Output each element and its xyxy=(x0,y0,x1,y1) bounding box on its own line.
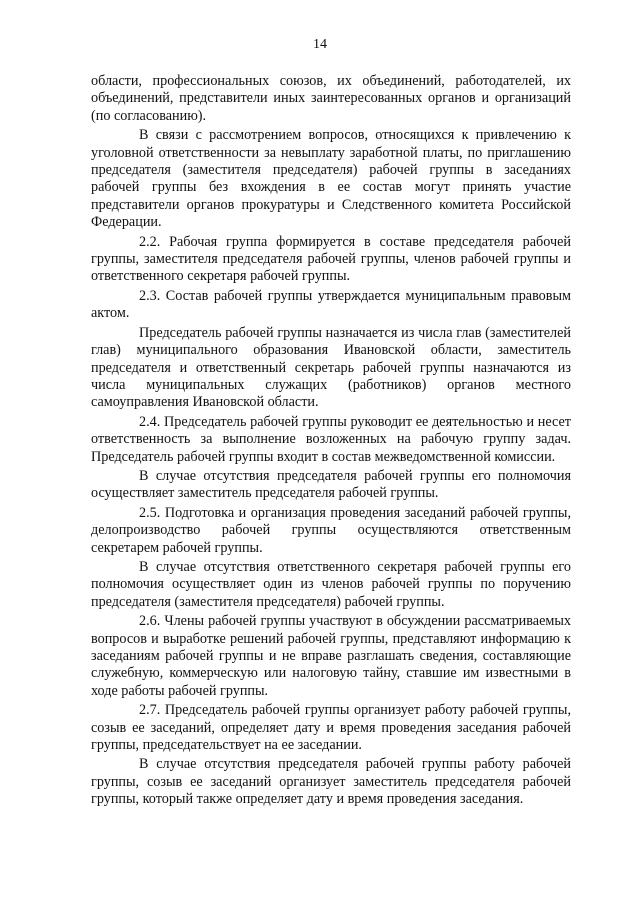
paragraph-deputy-organizes: В случае отсутствия председателя рабочей группы работу рабочей группы, созыв ее заседаний организует заместитель председателя рабочей группы, который также определяет дату и время проведения заседания. xyxy=(91,756,571,808)
page-number: 14 xyxy=(313,37,327,52)
paragraph-2-4-chair-duties: 2.4. Председатель рабочей группы руководит ее деятельностью и несет ответственность за выполнение возложенных на рабочую группу задач. Председатель рабочей группы входит в состав межведомственной комиссии. xyxy=(91,413,571,465)
paragraph-2-2-composition: 2.2. Рабочая группа формируется в составе председателя рабочей группы, заместителя председателя рабочей группы, членов рабочей группы и ответственного секретаря рабочей группы. xyxy=(91,233,571,285)
paragraph-2-7-chair-organizes: 2.7. Председатель рабочей группы организует работу рабочей группы, созыв ее заседаний, определяет дату и время проведения заседания рабочей группы, председательствует на ее заседании. xyxy=(91,702,571,754)
paragraph-chair-absence: В случае отсутствия председателя рабочей группы его полномочия осуществляет заместитель председателя рабочей группы. xyxy=(91,467,571,502)
paragraph-continuation: области, профессиональных союзов, их объединений, работодателей, их объединений, представители иных заинтересованных органов и организаций (по согласованию). xyxy=(91,73,571,124)
paragraph-chair-appointment: Председатель рабочей группы назначается из числа глав (заместителей глав) муниципального образования Ивановской области, заместитель председателя и ответственный секретарь рабочей группы назначаются из числа муниципальных служащих (работников) органов местного самоуправления Ивановской области. xyxy=(91,324,571,411)
paragraph-prosecutors-participation: В связи с рассмотрением вопросов, относящихся к привлечению к уголовной ответственности за невыплату заработной платы, по приглашению председателя (заместителя председателя) рабочей группы в заседаниях рабочей группы без вхождения в ее состав могут принять участие представители органов прокуратуры и Следственного комитета Российской Федерации. xyxy=(91,127,571,231)
paragraph-2-5-secretary: 2.5. Подготовка и организация проведения заседаний рабочей группы, делопроизводство рабочей группы осуществляются ответственным секретарем рабочей группы. xyxy=(91,504,571,556)
paragraph-2-3-approval: 2.3. Состав рабочей группы утверждается муниципальным правовым актом. xyxy=(91,287,571,322)
document-body xyxy=(91,73,571,809)
paragraph-2-6-members: 2.6. Члены рабочей группы участвуют в обсуждении рассматриваемых вопросов и выработке решений рабочей группы, представляют информацию к заседаниям рабочей группы и не вправе разглашать сведения, составляющие служебную, коммерческую или налоговую тайну, ставшие им известными в ходе работы рабочей группы. xyxy=(91,613,571,699)
paragraph-secretary-absence: В случае отсутствия ответственного секретаря рабочей группы его полномочия осуществляет один из членов рабочей группы по поручению председателя (заместителя председателя) рабочей группы. xyxy=(91,558,571,610)
